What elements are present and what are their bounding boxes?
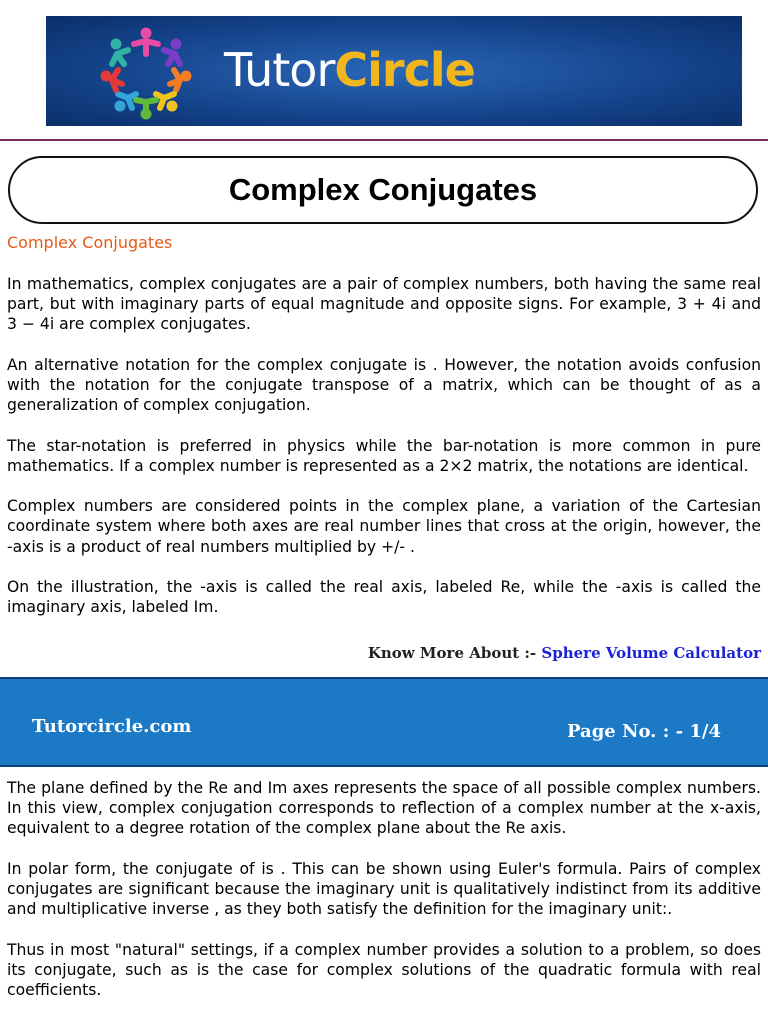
paragraph: Thus in most "natural" settings, if a complex number provides a solution to a problem, so does its conjugate, such as is the case for complex solutions of the quadratic formula with real coefficients. bbox=[7, 940, 761, 999]
brand-logo-text bbox=[224, 42, 475, 98]
know-more-line bbox=[368, 644, 761, 662]
footer-band bbox=[0, 677, 768, 767]
page-title: Complex Conjugates bbox=[228, 172, 538, 207]
paragraph: An alternative notation for the complex conjugate is . However, the notation avoids confusion with the notation for the conjugate transpose of a matrix, which can be thought of as a generalization of complex conjugation. bbox=[7, 355, 761, 415]
body-text-bottom bbox=[7, 778, 761, 1020]
header-banner bbox=[46, 16, 742, 126]
page-number: Page No. : - 1/4 bbox=[567, 721, 721, 742]
paragraph: In polar form, the conjugate of is . This can be shown using Euler's formula. Pairs of complex conjugates are significant because the imaginary unit is qualitatively indistinct from its additive and multiplicative inverse , as they both satisfy the definition for the imaginary unit:. bbox=[7, 859, 761, 919]
paragraph: The star-notation is preferred in physics while the bar-notation is more common in pure mathematics. If a complex number is represented as a 2×2 matrix, the notations are identical. bbox=[7, 436, 761, 475]
brand-word-circle: Circle bbox=[334, 43, 475, 97]
paragraph: On the illustration, the -axis is called the real axis, labeled Re, while the -axis is called the imaginary axis, labeled Im. bbox=[7, 577, 761, 617]
paragraph: Complex numbers are considered points in the complex plane, a variation of the Cartesian coordinate system where both axes are real number lines that cross at the origin, however, the -axis is a product of real numbers multiplied by +/- . bbox=[7, 497, 761, 556]
paragraph: The plane defined by the Re and Im axes represents the space of all possible complex numbers. In this view, complex conjugation corresponds to reflection of a complex number at the x-axis, equivalent to a degree rotation of the complex plane about the Re axis. bbox=[7, 779, 761, 838]
section-heading: Complex Conjugates bbox=[7, 233, 173, 252]
header-divider bbox=[0, 139, 768, 141]
paragraph: In mathematics, complex conjugates are a pair of complex numbers, both having the same real part, but with imaginary parts of equal magnitude and opposite signs. For example, 3 + 4i and 3 − 4i are complex conjugates. bbox=[7, 275, 761, 334]
sphere-volume-calculator-link[interactable]: Sphere Volume Calculator bbox=[541, 644, 761, 662]
site-name: Tutorcircle.com bbox=[32, 716, 192, 737]
title-box bbox=[8, 156, 758, 224]
body-text-top bbox=[7, 274, 761, 638]
brand-word-tutor: Tutor bbox=[224, 43, 335, 97]
know-more-label: Know More About :- bbox=[367, 644, 542, 662]
people-circle-icon bbox=[76, 24, 216, 120]
